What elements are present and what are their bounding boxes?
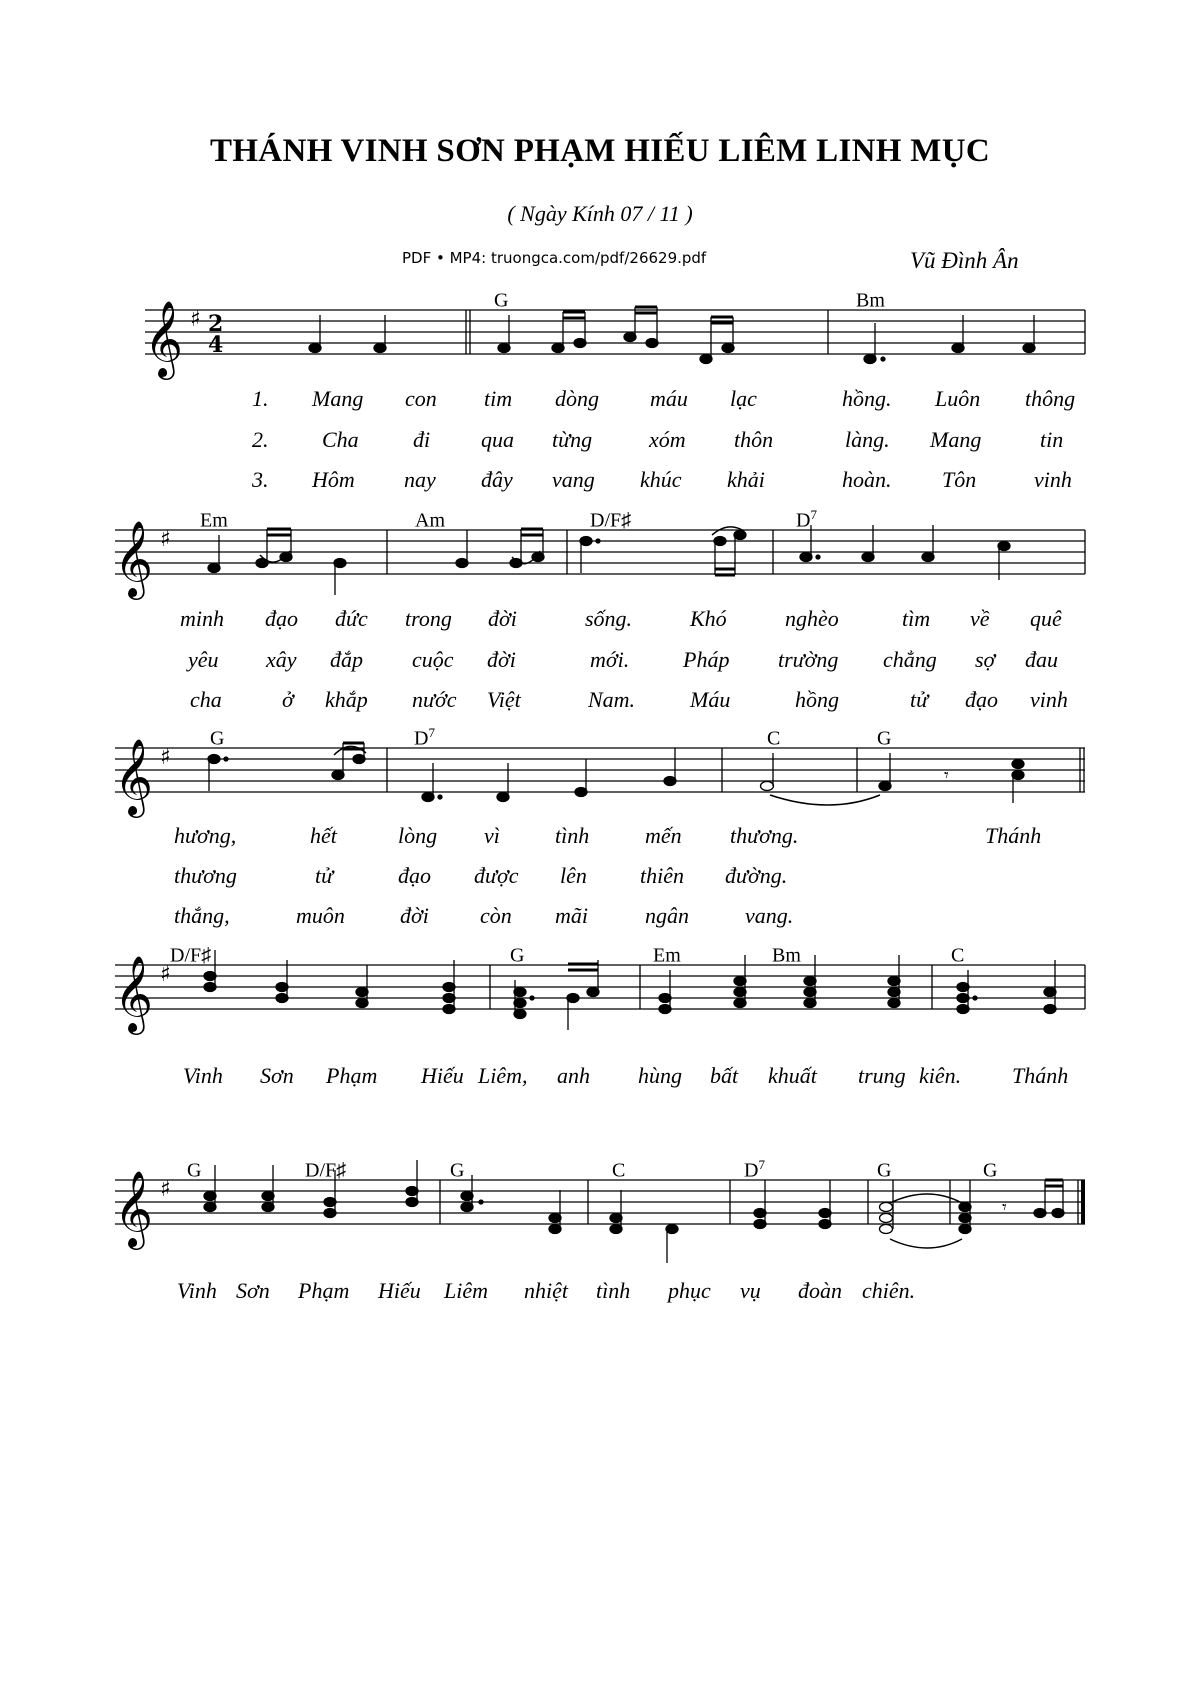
lyric-word: tình xyxy=(555,823,590,848)
lyric-word: Cha xyxy=(322,427,359,452)
notes xyxy=(208,525,1010,595)
lyric-word: khúc xyxy=(640,467,682,492)
lyric-word: ở xyxy=(282,687,294,712)
lyric-word: phục xyxy=(668,1278,711,1303)
lyric-word: thắng, xyxy=(174,903,230,928)
music-system-4 xyxy=(0,920,1200,1088)
lyric-word: thôn xyxy=(734,427,774,452)
chord-symbol: Em xyxy=(200,509,228,532)
lyric-word: Mang xyxy=(312,386,364,411)
lyric-word: cha xyxy=(190,687,222,712)
lyric-word: xây xyxy=(266,647,297,672)
lyric-word: đạo xyxy=(398,863,431,888)
chord-symbol: G xyxy=(450,1159,465,1182)
lyric-word: làng. xyxy=(845,427,890,452)
chord-symbol: Bm xyxy=(856,289,885,312)
lyric-word: nhiệt xyxy=(524,1278,568,1303)
lyric-word: nay xyxy=(404,467,436,492)
sharp-icon: ♯ xyxy=(160,962,171,987)
lyric-word: nghèo xyxy=(785,606,839,631)
lyric-word: đạo xyxy=(265,606,298,631)
chord-symbol: G xyxy=(877,1159,892,1182)
sharp-icon: ♯ xyxy=(160,1177,171,1202)
lyric-word: tìm xyxy=(902,606,931,631)
lyric-word: vụ xyxy=(740,1278,761,1303)
lyric-word: Vinh xyxy=(177,1278,217,1303)
lyric-word: cuộc xyxy=(412,647,454,672)
ties xyxy=(334,746,880,805)
lyric-word: Phạm xyxy=(326,1063,378,1088)
sharp-icon: ♯ xyxy=(190,307,201,332)
lyric-word: sống. xyxy=(585,606,633,631)
chord-symbol: $D^7$ xyxy=(796,507,817,532)
staff-lines xyxy=(115,748,1085,792)
lyric-word: đắp xyxy=(330,647,363,672)
lyric-word: hết xyxy=(310,823,337,848)
lyric-word: tử xyxy=(910,687,929,712)
lyric-word: qua xyxy=(481,427,514,452)
lyric-word: muôn xyxy=(296,903,345,928)
svg-text:𝄾: 𝄾 xyxy=(1002,1197,1007,1218)
chord-symbol: D/F♯ xyxy=(590,509,632,532)
slurs xyxy=(260,527,744,564)
song-title: THÁNH VINH SƠN PHẠM HIẾU LIÊM LINH MỤC xyxy=(210,133,990,169)
lyric-word: mãi xyxy=(555,903,588,928)
chord-symbol: G xyxy=(494,289,509,312)
time-signature: 2 xyxy=(208,311,224,337)
lyric-word: trong xyxy=(405,606,452,631)
lyric-word: con xyxy=(405,386,437,411)
lyric-word: quê xyxy=(1030,606,1062,631)
song-subtitle: ( Ngày Kính 07 / 11 ) xyxy=(507,201,693,226)
lyric-word: đời xyxy=(400,903,429,928)
chord-symbol: D/F♯ xyxy=(305,1159,347,1182)
lyric-word: đây xyxy=(481,467,513,492)
lyric-word: tin xyxy=(1040,427,1064,452)
composer: Vũ Đình Ân xyxy=(910,248,1019,273)
lyric-word: anh xyxy=(557,1063,590,1088)
staff-lines xyxy=(115,1180,1085,1224)
staff-lines xyxy=(115,965,1085,1009)
lyric-word: 2. xyxy=(252,427,269,452)
lyric-word: được xyxy=(474,863,519,888)
lyric-word: lạc xyxy=(730,386,757,411)
lyric-word: dòng xyxy=(555,386,599,411)
chord-symbol: $D^7$ xyxy=(744,1157,765,1182)
lyric-word: kiên. xyxy=(919,1063,962,1088)
lyric-word: Tôn xyxy=(942,467,977,492)
chord-symbol: G xyxy=(983,1159,998,1182)
lyric-word: Luôn xyxy=(935,386,981,411)
lyric-word: thiên xyxy=(640,863,684,888)
treble-clef-icon: 𝄞 xyxy=(114,738,154,815)
chord-symbol: G xyxy=(187,1159,202,1182)
chord-symbol: C xyxy=(951,944,965,967)
lyric-word: tim xyxy=(484,386,513,411)
lyric-word: khuất xyxy=(768,1063,817,1088)
chord-symbol: Bm xyxy=(772,944,801,967)
lyric-word: chẳng xyxy=(883,647,937,672)
sharp-icon: ♯ xyxy=(160,527,171,552)
chord-symbol: G xyxy=(877,727,892,750)
music-system-5 xyxy=(0,1135,1200,1303)
lyric-word: tử xyxy=(315,863,334,888)
source-link[interactable]: PDF • MP4: truongca.com/pdf/26629.pdf xyxy=(402,249,707,267)
lyric-word: Thánh xyxy=(985,823,1042,848)
lyric-word: vinh xyxy=(1034,467,1072,492)
lyric-word: bất xyxy=(710,1063,739,1088)
notes xyxy=(204,950,1056,1030)
notes xyxy=(309,307,1035,364)
lyric-word: Nam. xyxy=(588,687,636,712)
lyric-word: vì xyxy=(484,823,500,848)
lyric-word: Khó xyxy=(690,606,727,631)
chord-symbol: Em xyxy=(653,944,681,967)
music-system-1 xyxy=(0,265,1200,492)
lyric-word: đời xyxy=(488,606,517,631)
notes xyxy=(208,743,1024,803)
lyric-word: lòng xyxy=(398,823,438,848)
chord-symbol: C xyxy=(767,727,781,750)
lyric-word: Máu xyxy=(690,687,731,712)
lyric-word: mới. xyxy=(590,647,630,672)
treble-clef-icon: 𝄞 xyxy=(114,520,154,597)
lyric-word: trường xyxy=(778,647,839,672)
sharp-icon: ♯ xyxy=(160,745,171,770)
chord-symbol: Am xyxy=(415,509,445,532)
lyric-word: đường. xyxy=(725,863,788,888)
lyric-word: Hôm xyxy=(312,467,355,492)
chord-symbol: $D^7$ xyxy=(414,725,435,750)
music-system-3 xyxy=(0,703,1200,928)
lyric-word: ngân xyxy=(645,903,689,928)
lyric-word: còn xyxy=(480,903,512,928)
lyric-word: Phạm xyxy=(298,1278,350,1303)
lyric-word: thương. xyxy=(730,823,799,848)
lyric-word: thương xyxy=(174,863,237,888)
lyric-word: khắp xyxy=(325,687,368,712)
lyric-word: thông xyxy=(1025,386,1076,411)
time-signature: 4 xyxy=(208,332,224,358)
lyric-word: mến xyxy=(645,823,682,848)
lyric-word: Việt xyxy=(487,687,521,712)
lyric-word: khải xyxy=(727,467,765,492)
lyric-word: xóm xyxy=(649,427,686,452)
lyric-word: vang xyxy=(552,467,595,492)
lyric-word: đức xyxy=(335,606,368,631)
lyric-word: Sơn xyxy=(260,1063,294,1088)
chord-symbol: D/F♯ xyxy=(170,944,212,967)
lyric-word: minh xyxy=(180,606,224,631)
staff xyxy=(0,1135,1200,1285)
lyric-word: đoàn xyxy=(798,1278,842,1303)
treble-clef-icon: 𝄞 xyxy=(114,955,154,1032)
staff-lines xyxy=(145,310,1085,354)
lyric-word: tình xyxy=(596,1278,631,1303)
chord-symbol: G xyxy=(510,944,525,967)
lyric-word: hoàn. xyxy=(842,467,892,492)
treble-clef-icon: 𝄞 xyxy=(144,300,184,377)
lyric-word: lên xyxy=(560,863,587,888)
lyric-word: về xyxy=(970,606,990,631)
lyric-word: Hiếu xyxy=(421,1063,464,1088)
chord-symbol: C xyxy=(612,1159,626,1182)
lyric-word: chiên. xyxy=(862,1278,916,1303)
lyric-word: Sơn xyxy=(236,1278,270,1303)
lyric-word: đạo xyxy=(965,687,998,712)
lyric-word: hương, xyxy=(174,823,237,848)
lyric-word: Liêm xyxy=(444,1278,488,1303)
staff xyxy=(0,265,1200,415)
lyric-word: Mang xyxy=(930,427,982,452)
lyric-word: đời xyxy=(487,647,516,672)
lyric-word: hồng. xyxy=(842,386,892,411)
treble-clef-icon: 𝄞 xyxy=(114,1170,154,1247)
lyric-word: Hiếu xyxy=(378,1278,421,1303)
lyric-word: Thánh xyxy=(1012,1063,1069,1088)
lyric-word: trung xyxy=(858,1063,906,1088)
lyric-word: máu xyxy=(650,386,688,411)
lyric-word: đau xyxy=(1025,647,1058,672)
lyric-word: Pháp xyxy=(683,647,730,672)
lyric-word: Vinh xyxy=(183,1063,223,1088)
lyric-word: đi xyxy=(413,427,431,452)
music-system-2 xyxy=(0,485,1200,712)
lyric-word: yêu xyxy=(188,647,219,672)
lyric-word: hùng xyxy=(638,1063,682,1088)
lyric-word: 1. xyxy=(252,386,269,411)
lyric-word: nước xyxy=(412,687,457,712)
lyric-word: sợ xyxy=(975,647,996,672)
lyric-word: 3. xyxy=(252,467,269,492)
svg-text:𝄾: 𝄾 xyxy=(944,765,949,786)
lyric-word: hồng xyxy=(795,687,839,712)
chord-symbol: G xyxy=(210,727,225,750)
lyric-word: vang. xyxy=(745,903,794,928)
lyric-word: Liêm, xyxy=(478,1063,528,1088)
lyric-word: từng xyxy=(552,427,593,452)
lyric-word: vinh xyxy=(1030,687,1068,712)
